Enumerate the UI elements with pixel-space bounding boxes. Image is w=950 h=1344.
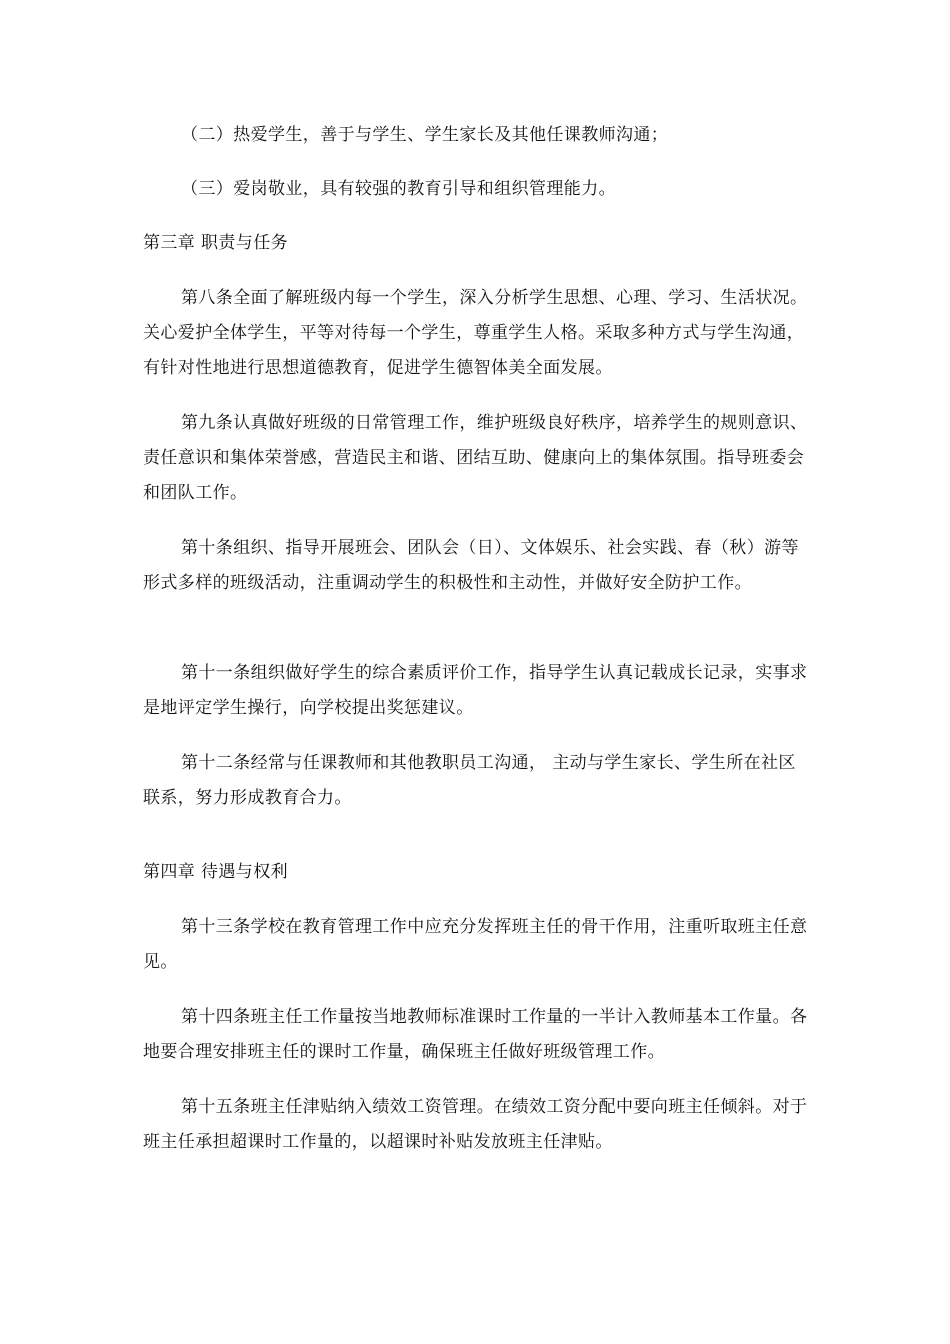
article-9: 第九条认真做好班级的日常管理工作，维护班级良好秩序，培养学生的规则意识、责任意识和集体荣誉感，营造民主和谐、团结互助、健康向上的集体氛围。指导班委会和团队工作。 [143, 413, 808, 503]
article-8: 第八条全面了解班级内每一个学生，深入分析学生思想、心理、学习、生活状况。关心爱护全体学生，平等对待每一个学生，尊重学生人格。采取多种方式与学生沟通，有针对性地进行思想道德教育，促进学生德智体美全面发展。 [143, 288, 808, 378]
qualification-item-3: （三）爱岗敬业，具有较强的教育引导和组织管理能力。 [181, 179, 616, 199]
chapter-4-heading: 第四章 待遇与权利 [143, 862, 289, 882]
article-11: 第十一条组织做好学生的综合素质评价工作，指导学生认真记载成长记录，实事求是地评定学生操行，向学校提出奖惩建议。 [143, 663, 808, 718]
article-15: 第十五条班主任津贴纳入绩效工资管理。在绩效工资分配中要向班主任倾斜。对于班主任承担超课时工作量的，以超课时补贴发放班主任津贴。 [143, 1097, 808, 1152]
article-12: 第十二条经常与任课教师和其他教职员工沟通， 主动与学生家长、学生所在社区联系，努力形成教育合力。 [143, 753, 796, 808]
article-13: 第十三条学校在教育管理工作中应充分发挥班主任的骨干作用，注重听取班主任意见。 [143, 917, 808, 972]
qualification-item-2: （二）热爱学生，善于与学生、学生家长及其他任课教师沟通； [181, 125, 669, 145]
article-14: 第十四条班主任工作量按当地教师标准课时工作量的一半计入教师基本工作量。各地要合理安排班主任的课时工作量，确保班主任做好班级管理工作。 [143, 1007, 808, 1062]
article-10: 第十条组织、指导开展班会、团队会（日）、文体娱乐、社会实践、春（秋）游等形式多样的班级活动，注重调动学生的积极性和主动性，并做好安全防护工作。 [143, 538, 799, 593]
chapter-3-heading: 第三章 职责与任务 [143, 233, 289, 253]
